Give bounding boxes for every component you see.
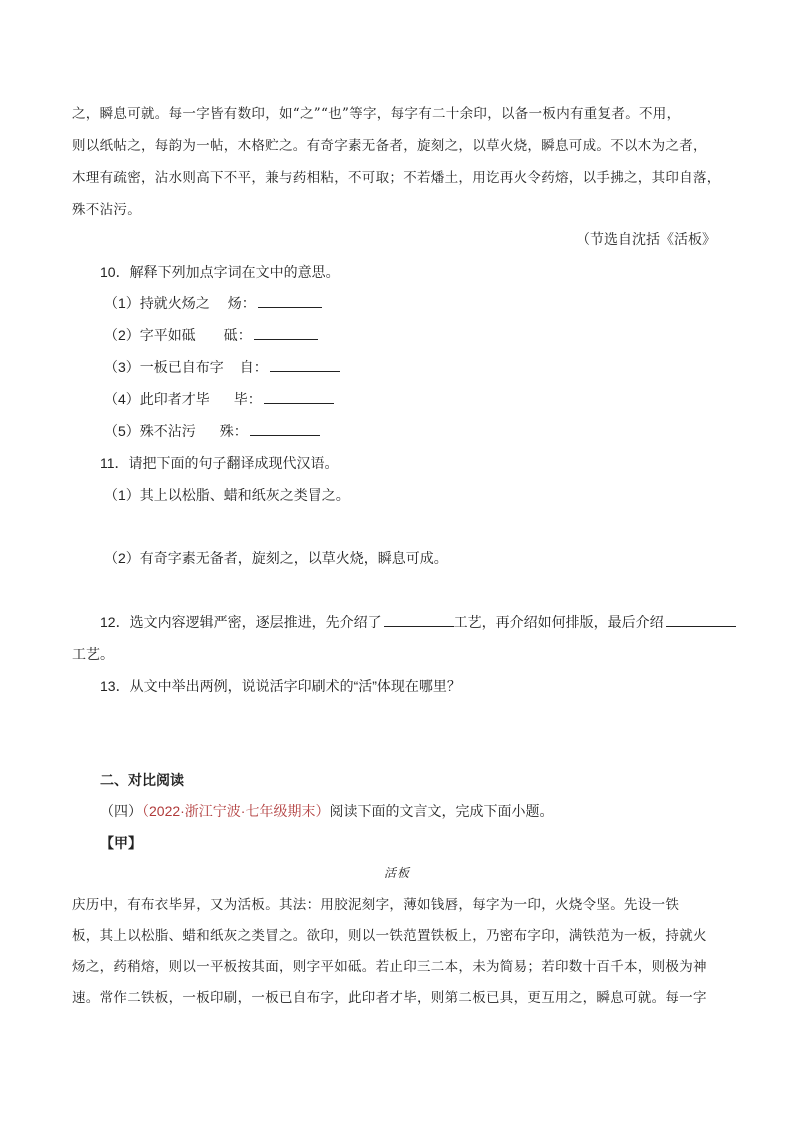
answer-blank[interactable]	[250, 421, 320, 436]
item-text: （2）字平如砥	[104, 327, 196, 343]
passage-line: 板，其上以松脂、蜡和纸灰之类冒之。欲印，则以一铁范置铁板上，乃密布字印，满铁范为一板，持就火	[72, 928, 707, 944]
passage-jia	[72, 890, 732, 1014]
answer-blank[interactable]	[258, 293, 322, 308]
question-source	[100, 801, 553, 821]
passage-line: 殊不沾污。	[72, 202, 141, 218]
passage-label-jia: 【甲】	[100, 835, 142, 851]
passage-line: 庆历中，有布衣毕昇，又为活板。其法：用胶泥刻字，薄如钱唇，每字为一印，火烧令坚。先设一铁	[72, 897, 680, 913]
item-term: 自：	[239, 359, 268, 375]
question-12-continued: 工艺。	[72, 646, 114, 662]
passage-top	[72, 98, 732, 226]
passage-line: 炀之，药稍熔，则以一平板按其面，则字平如砥。若止印三二本，未为简易；若印数十百千本，则极为神	[72, 959, 707, 975]
question-12	[100, 612, 736, 632]
question-11-item: （2）有奇字素无备者，旋刻之，以草火烧，瞬息可成。	[104, 550, 448, 566]
source-prefix: （四）	[100, 803, 142, 819]
answer-blank[interactable]	[384, 612, 454, 627]
passage-source: （节选自沈括《活板》	[576, 231, 716, 247]
question-10-prompt: 10．解释下列加点字词在文中的意思。	[100, 264, 340, 280]
item-term: 炀：	[227, 295, 256, 311]
passage-line: 木理有疏密，沾水则高下不平，兼与药相粘，不可取；不若燔土，用讫再火令药熔，以手拂之，其印自落，	[72, 170, 721, 186]
item-text: （5）殊不沾污	[104, 423, 196, 439]
question-11-item: （1）其上以松脂、蜡和纸灰之类冒之。	[104, 487, 350, 503]
question-10-item	[104, 357, 340, 377]
passage-line: 之，瞬息可就。每一字皆有数印，如“之”“也”等字，每字有二十余印，以备一板内有重复者。不用，	[72, 106, 681, 122]
question-10-item	[104, 325, 318, 345]
section-heading: 二、对比阅读	[100, 772, 184, 788]
question-11-prompt: 11．请把下面的句子翻译成现代汉语。	[100, 455, 339, 471]
answer-blank[interactable]	[666, 612, 736, 627]
source-tag[interactable]: （2022·浙江宁波·七年级期末）	[142, 803, 330, 819]
question-10-item	[104, 293, 322, 313]
answer-blank[interactable]	[254, 325, 318, 340]
answer-blank[interactable]	[264, 389, 334, 404]
item-term: 毕：	[233, 391, 262, 407]
item-text: （1）持就火炀之	[104, 295, 210, 311]
answer-blank[interactable]	[270, 357, 340, 372]
item-term: 砥：	[223, 327, 252, 343]
question-13-prompt: 13．从文中举出两例，说说活字印刷术的“活”体现在哪里？	[100, 678, 461, 694]
item-text: （3）一板已自布字	[104, 359, 224, 375]
q12-part1: 12．选文内容逻辑严密，逐层推进，先介绍了	[100, 614, 382, 630]
item-term: 殊：	[219, 423, 248, 439]
item-text: （4）此印者才毕	[104, 391, 210, 407]
q12-part2: 工艺，再介绍如何排版，最后介绍	[453, 614, 664, 630]
passage-line: 则以纸帖之，每韵为一帖，木格贮之。有奇字素无备者，旋刻之，以草火烧，瞬息可成。不以木为之者，	[72, 138, 707, 154]
passage-line: 速。常作二铁板，一板印刷，一板已自布字，此印者才毕，则第二板已具，更互用之，瞬息可就。每一字	[72, 990, 707, 1006]
source-suffix: 阅读下面的文言文，完成下面小题。	[329, 803, 554, 819]
passage-title: 活板	[383, 866, 410, 880]
question-10-item	[104, 389, 334, 409]
question-10-item	[104, 421, 320, 441]
